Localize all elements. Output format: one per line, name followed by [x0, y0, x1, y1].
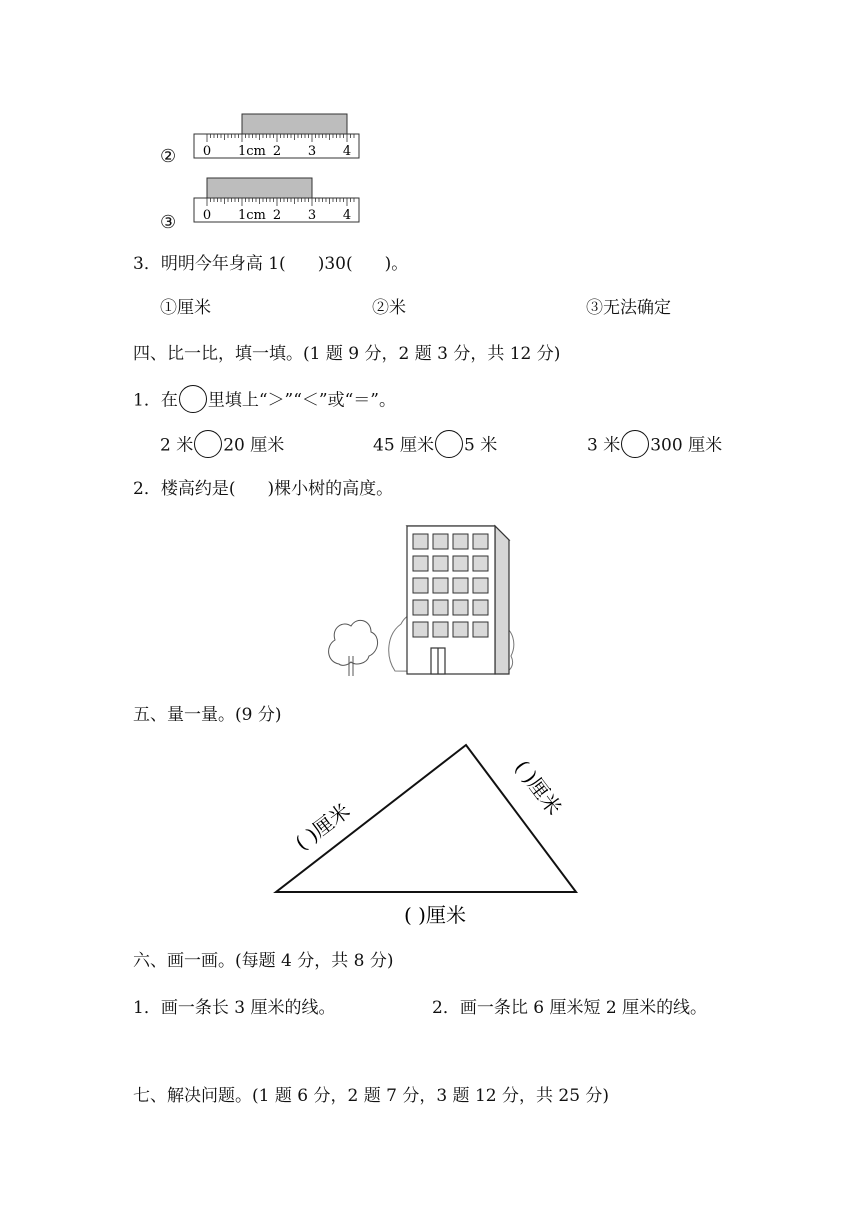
comparison-answer-circle[interactable] [435, 430, 463, 458]
triangle-left-label: ( )厘米 [290, 798, 355, 855]
question-text-before: 明明今年身高 1( [160, 254, 286, 274]
building-window [413, 622, 428, 637]
ruler-label: 3 [307, 144, 317, 159]
building-window [473, 600, 488, 615]
comparison-right: 300 厘米 [650, 435, 723, 456]
prompt-before: 在 [160, 390, 178, 411]
triangle-bottom-label: ( )厘米 [404, 903, 466, 927]
question-text-before: 楼高约是( [160, 479, 236, 499]
compare-circle [179, 385, 207, 413]
section-6-q2: 2．画一条比 6 厘米短 2 厘米的线。 [432, 998, 708, 1018]
building-icon [407, 526, 509, 674]
question-text-middle: )30( [317, 254, 353, 274]
triangle-right-label: ( )厘米 [510, 755, 567, 820]
comparison-left: 45 厘米 [373, 435, 435, 456]
ruler-label: 3 [307, 208, 317, 223]
comparison-answer-circle[interactable] [194, 430, 222, 458]
question-number: 2． [133, 479, 161, 499]
ruler-label: 0 [202, 208, 212, 223]
building-tree-illustration [325, 516, 535, 682]
ruler-label: 4 [342, 144, 352, 159]
comparison-right: 5 米 [464, 435, 498, 456]
triangle-figure [260, 735, 600, 935]
building-window [453, 578, 468, 593]
comparison-2 [373, 432, 497, 460]
question-text-after: )。 [384, 254, 409, 274]
item-marker-3: ③ [160, 212, 177, 233]
question-number: 3． [133, 254, 161, 274]
building-window [433, 578, 448, 593]
question-3 [133, 253, 408, 275]
item-marker-2: ② [160, 146, 177, 167]
building-window [413, 578, 428, 593]
building-window [413, 556, 428, 571]
comparison-left: 2 米 [160, 435, 194, 456]
building-window [473, 534, 488, 549]
section-7-heading: 七、解决问题。(1 题 6 分，2 题 7 分，3 题 12 分，共 25 分) [133, 1086, 610, 1106]
building-window [433, 534, 448, 549]
option-2[interactable]: ②米 [372, 298, 406, 318]
building-window [433, 556, 448, 571]
building-window [413, 600, 428, 615]
comparison-1 [160, 432, 284, 460]
comparison-left: 3 米 [587, 435, 621, 456]
building-window [473, 622, 488, 637]
ruler-label: 2 [272, 144, 282, 159]
building-window [473, 578, 488, 593]
comparison-3 [587, 432, 722, 460]
option-3[interactable]: ③无法确定 [586, 298, 671, 318]
section-4-q1 [133, 387, 396, 415]
ruler-figure-2 [190, 110, 365, 162]
building-window [433, 600, 448, 615]
section-6-heading: 六、画一画。(每题 4 分，共 8 分) [133, 951, 394, 971]
measured-bar [242, 114, 347, 134]
ruler-label: 0 [202, 144, 212, 159]
question-text-after: )棵小树的高度。 [267, 479, 394, 499]
section-4-heading: 四、比一比，填一填。(1 题 9 分，2 题 3 分，共 12 分) [133, 344, 561, 364]
measured-bar [207, 178, 312, 198]
building-window [453, 622, 468, 637]
section-6-q1: 1．画一条长 3 厘米的线。 [133, 998, 336, 1018]
ruler-label: 1cm [238, 208, 266, 223]
ruler-figure-3 [190, 174, 365, 226]
building-window [413, 534, 428, 549]
building-window [453, 556, 468, 571]
comparison-answer-circle[interactable] [621, 430, 649, 458]
prompt-after: 里填上“＞”“＜”或“＝”。 [207, 390, 396, 411]
tree-icon [329, 620, 378, 676]
option-1[interactable]: ①厘米 [160, 298, 211, 318]
building-window [473, 556, 488, 571]
ruler-label: 4 [342, 208, 352, 223]
building-window [433, 622, 448, 637]
building-window [453, 600, 468, 615]
ruler-label: 2 [272, 208, 282, 223]
comparison-right: 20 厘米 [223, 435, 285, 456]
ruler-label: 1cm [238, 144, 266, 159]
question-number: 1． [133, 390, 161, 411]
section-5-heading: 五、量一量。(9 分) [133, 705, 282, 725]
section-4-q2 [133, 478, 393, 500]
building-window [453, 534, 468, 549]
